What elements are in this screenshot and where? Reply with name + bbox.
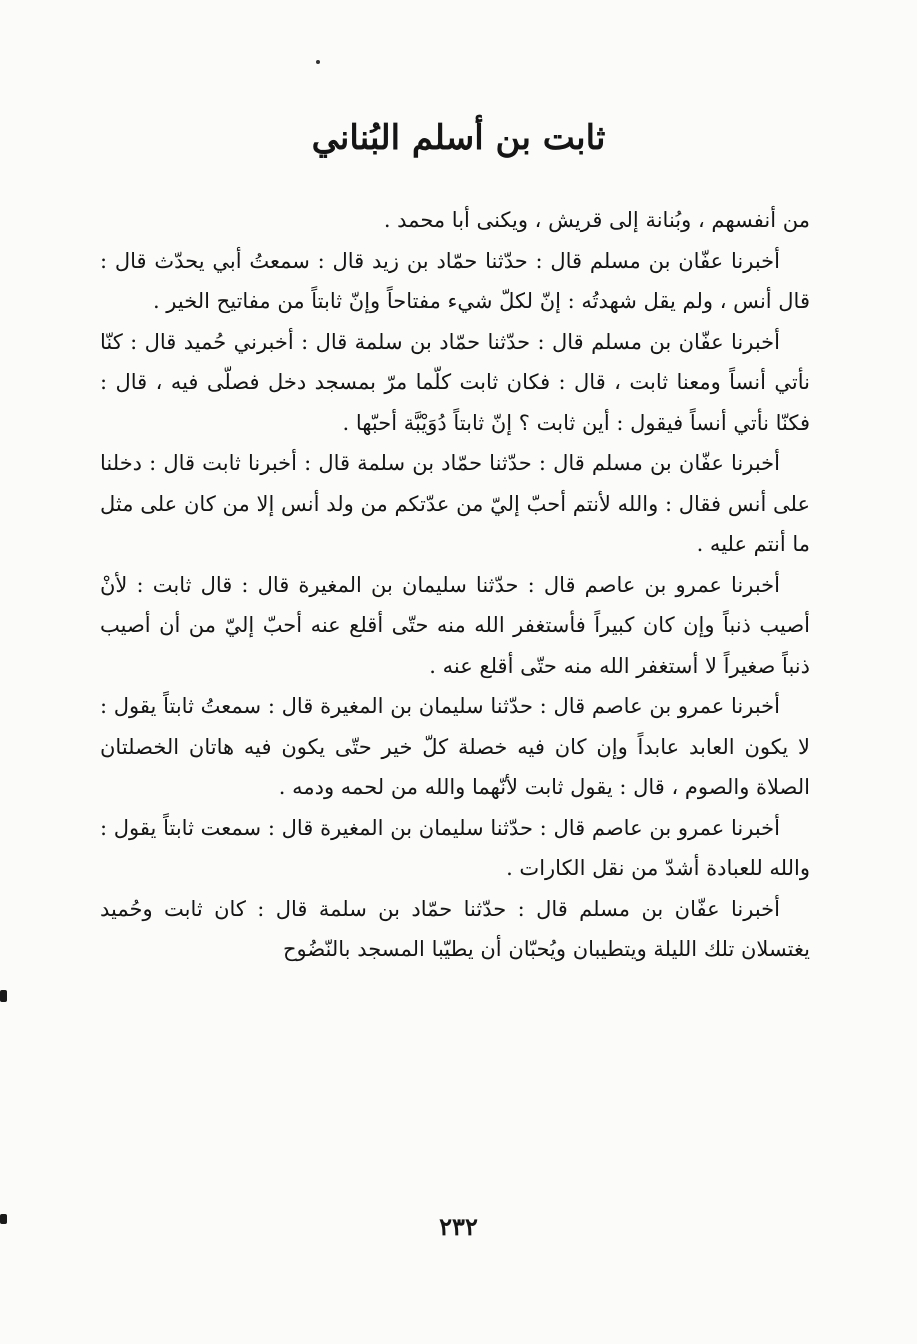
page-speck xyxy=(316,60,320,64)
binding-mark-top xyxy=(0,990,7,1002)
body-text xyxy=(100,200,810,970)
paragraph-8: أخبرنا عفّان بن مسلم قال : حدّثنا حمّاد بن سلمة قال : كان ثابت وحُميد يغتسلان تلك الليلة ويتطيبان ويُحبّان أن يطيّبا المسجد بالنّضُوح xyxy=(100,896,810,961)
paragraph-7: أخبرنا عمرو بن عاصم قال : حدّثنا سليمان بن المغيرة قال : سمعت ثابتاً يقول : والله للعبادة أشدّ من نقل الكارات . xyxy=(100,815,810,880)
paragraph-2: أخبرنا عفّان بن مسلم قال : حدّثنا حمّاد بن زيد قال : سمعتُ أبي يحدّث قال : قال أنس ، ولم يقل شهدتُه : إنّ لكلّ شيء مفتاحاً وإنّ ثابتاً من مفاتيح الخير . xyxy=(100,248,810,313)
paragraph-1: من أنفسهم ، وبُنانة إلى قريش ، ويكنى أبا محمد . xyxy=(383,208,810,232)
binding-mark-bottom xyxy=(0,1214,7,1224)
paragraph-5: أخبرنا عمرو بن عاصم قال : حدّثنا سليمان بن المغيرة قال : قال ثابت : لأنْ أصيب ذنباً وإن كان كبيراً فأستغفر الله منه حتّى أقلع عنه أحبّ إليّ من أن أصيب ذنباً صغيراً لا أستغفر الله منه حتّى أقلع عنه . xyxy=(100,572,810,678)
page-title: ثابت بن أسلم البُناني xyxy=(311,118,606,158)
page-number: ٢٣٢ xyxy=(439,1212,478,1241)
paragraph-3: أخبرنا عفّان بن مسلم قال : حدّثنا حمّاد بن سلمة قال : أخبرني حُميد قال : كنّا نأتي أنساً ومعنا ثابت ، قال : فكان ثابت كلّما مرّ بمسجد دخل فصلّى فيه ، قال : فكنّا نأتي أنساً فيقول : أين ثابت ؟ إنّ ثابتاً دُوَيْبَّة أحبّها . xyxy=(100,329,810,435)
paragraph-6: أخبرنا عمرو بن عاصم قال : حدّثنا سليمان بن المغيرة قال : سمعتُ ثابتاً يقول : لا يكون العابد عابداً وإن كان فيه خصلة كلّ خير حتّى يكون فيه هاتان الخصلتان الصلاة والصوم ، قال : يقول ثابت لأنّهما والله من لحمه ودمه . xyxy=(100,694,810,799)
paragraph-4: أخبرنا عفّان بن مسلم قال : حدّثنا حمّاد بن سلمة قال : أخبرنا ثابت قال : دخلنا على أنس فقال : والله لأنتم أحبّ إليّ من عدّتكم من ولد أنس إلا من كان على مثل ما أنتم عليه . xyxy=(100,451,810,556)
